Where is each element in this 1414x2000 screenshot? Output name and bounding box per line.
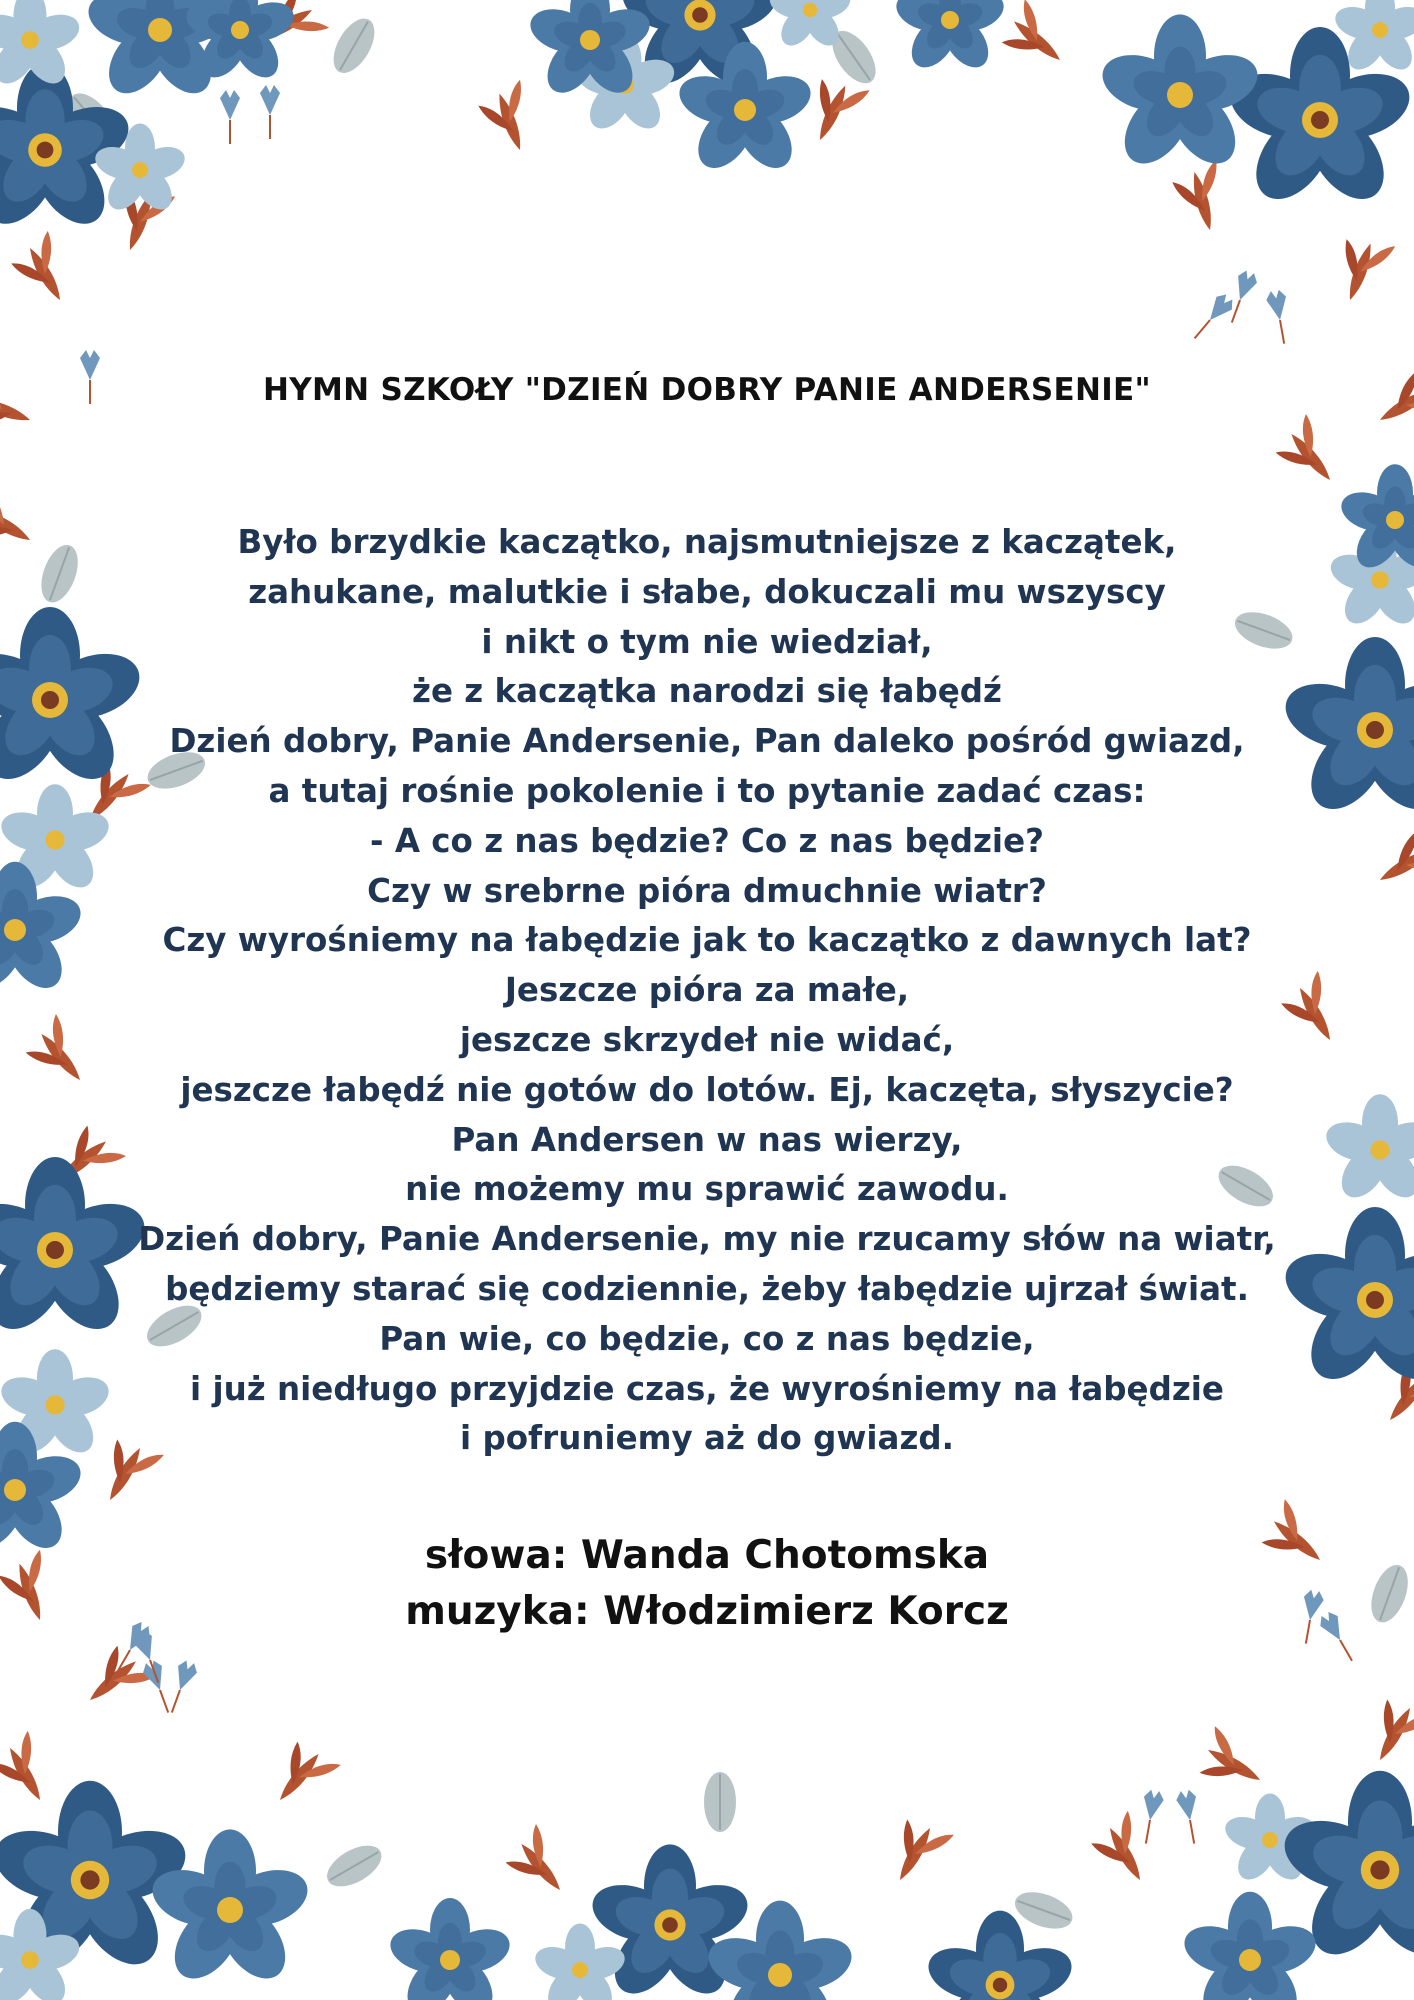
lyricist-credit: słowa: Wanda Chotomska — [424, 1533, 990, 1578]
lyric-line: Było brzydkie kaczątko, najsmutniejsze z kaczątek, — [237, 523, 1177, 561]
lyric-line: że z kaczątka narodzi się łabędź — [412, 672, 1002, 711]
lyric-line: będziemy starać się codziennie, żeby łabędzie ujrzał świat. — [165, 1269, 1249, 1308]
lyric-line: Czy wyrośniemy na łabędzie jak to kaczątko z dawnych lat? — [162, 921, 1252, 960]
lyric-line: i pofruniemy aż do gwiazd. — [460, 1419, 954, 1458]
lyric-line: jeszcze łabędź nie gotów do lotów. Ej, kaczęta, słyszycie? — [180, 1070, 1234, 1109]
lyric-line: jeszcze skrzydeł nie widać, — [459, 1020, 955, 1059]
lyric-line: Czy w srebrne pióra dmuchnie wiatr? — [367, 871, 1047, 910]
credits-block — [0, 1528, 1414, 1640]
lyric-line: a tutaj rośnie pokolenie i to pytanie zadać czas: — [268, 771, 1146, 810]
lyric-line: Pan Andersen w nas wierzy, — [451, 1120, 963, 1159]
lyric-line: Dzień dobry, Panie Andersenie, Pan daleko pośród gwiazd, — [169, 722, 1245, 761]
lyric-line: zahukane, malutkie i słabe, dokuczali mu wszyscy — [248, 572, 1166, 611]
document-title: HYMN SZKOŁY "DZIEŃ DOBRY PANIE ANDERSENIE" — [263, 372, 1151, 408]
lyric-line: nie możemy mu sprawić zawodu. — [405, 1170, 1009, 1209]
lyric-line: Pan wie, co będzie, co z nas będzie, — [379, 1319, 1035, 1358]
lyrics-block — [0, 518, 1414, 1464]
lyric-line: - A co z nas będzie? Co z nas będzie? — [370, 821, 1044, 860]
composer-credit: muzyka: Włodzimierz Korcz — [405, 1589, 1009, 1634]
lyric-line: i już niedługo przyjdzie czas, że wyrośniemy na łabędzie — [190, 1369, 1224, 1408]
lyric-line: Dzień dobry, Panie Andersenie, my nie rzucamy słów na wiatr, — [138, 1220, 1276, 1259]
lyric-line: i nikt o tym nie wiedział, — [481, 622, 933, 661]
lyric-line: Jeszcze pióra za małe, — [504, 971, 910, 1010]
